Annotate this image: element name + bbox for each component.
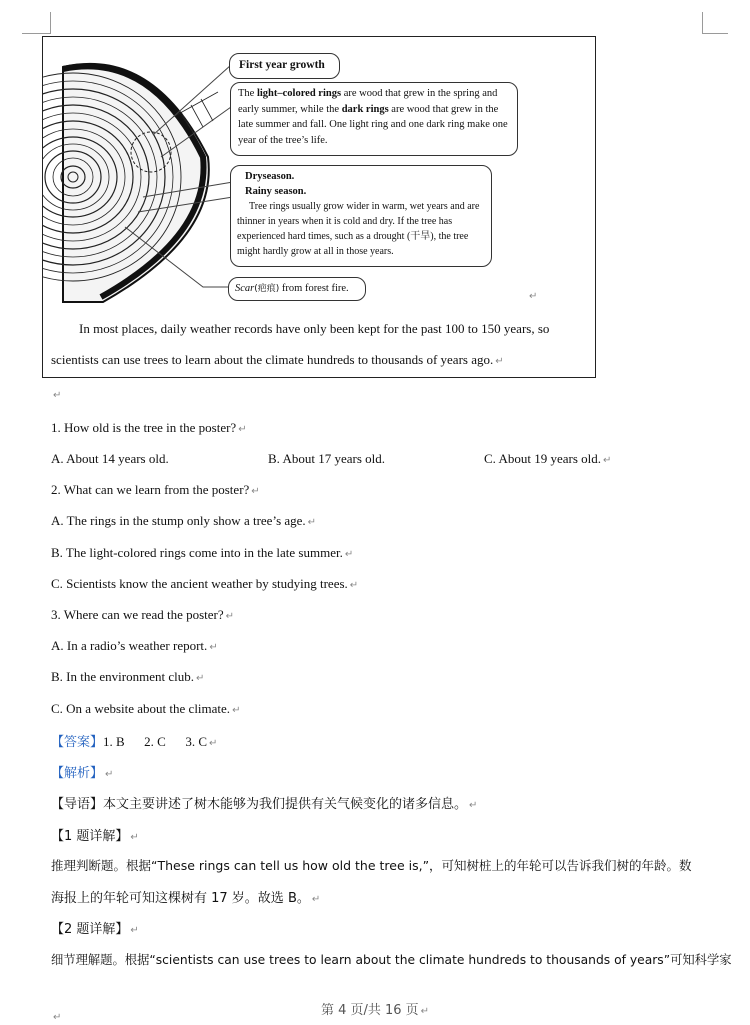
analysis-line <box>51 762 113 781</box>
scar-cn: (疤痕) <box>254 284 280 294</box>
question-1-option-c <box>484 451 611 467</box>
question-3-text: 3. Where can we read the poster? <box>51 607 224 622</box>
paragraph-mark: ↵ <box>225 611 235 622</box>
crop-mark <box>22 33 50 34</box>
paragraph-mark: ↵ <box>469 800 478 811</box>
callout-first-year <box>229 53 340 79</box>
paragraph-mark: ↵ <box>130 832 139 843</box>
question-1 <box>51 420 247 436</box>
question-2-option-a <box>51 513 316 529</box>
answer-text: 1. B 2. C 3. C <box>103 734 208 749</box>
detail-2-tag-line <box>51 918 139 937</box>
poster-paragraph <box>51 313 591 377</box>
detail-1-tag: 【1 题详解】 <box>51 829 129 844</box>
light-rings-term: light–colored rings <box>256 88 342 99</box>
question-2-option-b <box>51 545 353 561</box>
paragraph-mark: ↵ <box>232 705 241 716</box>
paragraph-mark: ↵ <box>238 424 247 435</box>
option-text: C. On a website about the climate. <box>51 701 231 716</box>
paragraph-mark: ↵ <box>495 356 504 367</box>
seasons-description: Tree rings usually grow wider in warm, wet years and are thinner in years when it is cold and dry. If the tree has experienced hard times, such as a drought (干旱), the tree might hardly grow at all in those years. <box>237 201 480 257</box>
paragraph-mark: ↵ <box>529 291 538 302</box>
option-text: A. The rings in the stump only show a tree’s age. <box>51 513 306 528</box>
callout-rings-text: are wood that grew in the spring and early summer, while the <box>238 88 498 115</box>
paragraph-mark: ↵ <box>349 580 359 591</box>
paragraph-mark: ↵ <box>53 390 62 401</box>
guide-text: 【导语】本文主要讲述了树木能够为我们提供有关气候变化的诸多信息。 <box>51 797 468 812</box>
paragraph-mark: ↵ <box>344 549 354 560</box>
detail-1-tag-line <box>51 825 139 844</box>
dark-rings-term: dark rings <box>341 103 389 115</box>
paragraph-mark: ↵ <box>603 455 612 466</box>
page-footer <box>0 999 750 1018</box>
paragraph-mark: ↵ <box>209 642 218 653</box>
question-2 <box>51 482 260 498</box>
answer-tag: 【答案】 <box>51 735 104 750</box>
option-text: C. Scientists know the ancient weather by studying trees. <box>51 576 348 591</box>
option-text: B. In the environment club. <box>51 669 194 684</box>
tree-ring-poster <box>42 36 596 378</box>
scar-rest: from forest fire. <box>279 283 349 294</box>
detail-2-line-1 <box>51 950 732 968</box>
question-3-option-c <box>51 701 240 717</box>
crop-mark <box>702 33 728 34</box>
paragraph-mark: ↵ <box>209 738 218 749</box>
analysis-tag: 【解析】 <box>51 766 104 781</box>
callout-rings-text: The <box>238 88 257 99</box>
rainy-season-label: Rainy season. <box>245 186 307 197</box>
question-1-text: 1. How old is the tree in the poster? <box>51 420 237 435</box>
option-text: A. About 14 years old. <box>51 451 169 466</box>
question-1-option-a <box>51 451 169 467</box>
detail-2-text-1: 细节理解题。根据“scientists can use trees to learn about the climate hundreds to thousands of years”可知科学家 <box>51 953 732 967</box>
question-2-text: 2. What can we learn from the poster? <box>51 482 250 497</box>
callout-rings-text: are wood that grew in the late summer and fall. One light ring and one dark ring make one year of the tree’s life. <box>238 103 508 146</box>
question-3-option-b <box>51 669 204 685</box>
question-2-option-c <box>51 576 358 592</box>
paragraph-mark: ↵ <box>130 925 139 936</box>
option-text: A. In a radio’s weather report. <box>51 638 208 653</box>
option-text: C. About 19 years old. <box>484 451 601 466</box>
option-text: B. The light-colored rings come into in the late summer. <box>51 545 343 560</box>
poster-paragraph-text: In most places, daily weather records have only been kept for the past 100 to 150 years, so scientists can use trees to learn about the climate hundreds to thousands of years ago. <box>51 321 550 367</box>
callout-rings <box>230 82 518 156</box>
option-text: B. About 17 years old. <box>268 451 385 466</box>
answer-line <box>51 731 217 750</box>
paragraph-mark: ↵ <box>311 894 321 905</box>
page-number: 第 4 页/共 16 页 <box>320 1003 419 1018</box>
crop-mark <box>702 12 703 34</box>
scar-term: Scar <box>235 283 255 294</box>
paragraph-mark: ↵ <box>53 1012 62 1023</box>
detail-1-line-2 <box>51 887 320 906</box>
crop-mark <box>50 12 51 34</box>
guide-line <box>51 793 477 812</box>
detail-1-text-1: 推理判断题。根据“These rings can tell us how old the tree is,”，可知树桩上的年轮可以告诉我们树的年龄。数 <box>51 858 692 873</box>
question-3 <box>51 607 234 623</box>
paragraph-mark: ↵ <box>195 673 205 684</box>
paragraph-mark: ↵ <box>307 517 317 528</box>
dry-season-label: Dryseason. <box>245 171 295 182</box>
question-1-option-b <box>268 451 385 467</box>
question-3-option-a <box>51 638 218 654</box>
paragraph-mark: ↵ <box>105 769 114 780</box>
callout-seasons <box>230 165 492 267</box>
callout-first-year-text: First year growth <box>239 59 325 71</box>
detail-1-line-1 <box>51 856 692 874</box>
paragraph-mark: ↵ <box>251 486 260 497</box>
detail-1-text-2: 海报上的年轮可知这棵树有 17 岁。故选 B。 <box>51 891 310 906</box>
detail-2-tag: 【2 题详解】 <box>51 922 129 937</box>
paragraph-mark: ↵ <box>420 1006 430 1017</box>
callout-scar <box>228 277 366 301</box>
